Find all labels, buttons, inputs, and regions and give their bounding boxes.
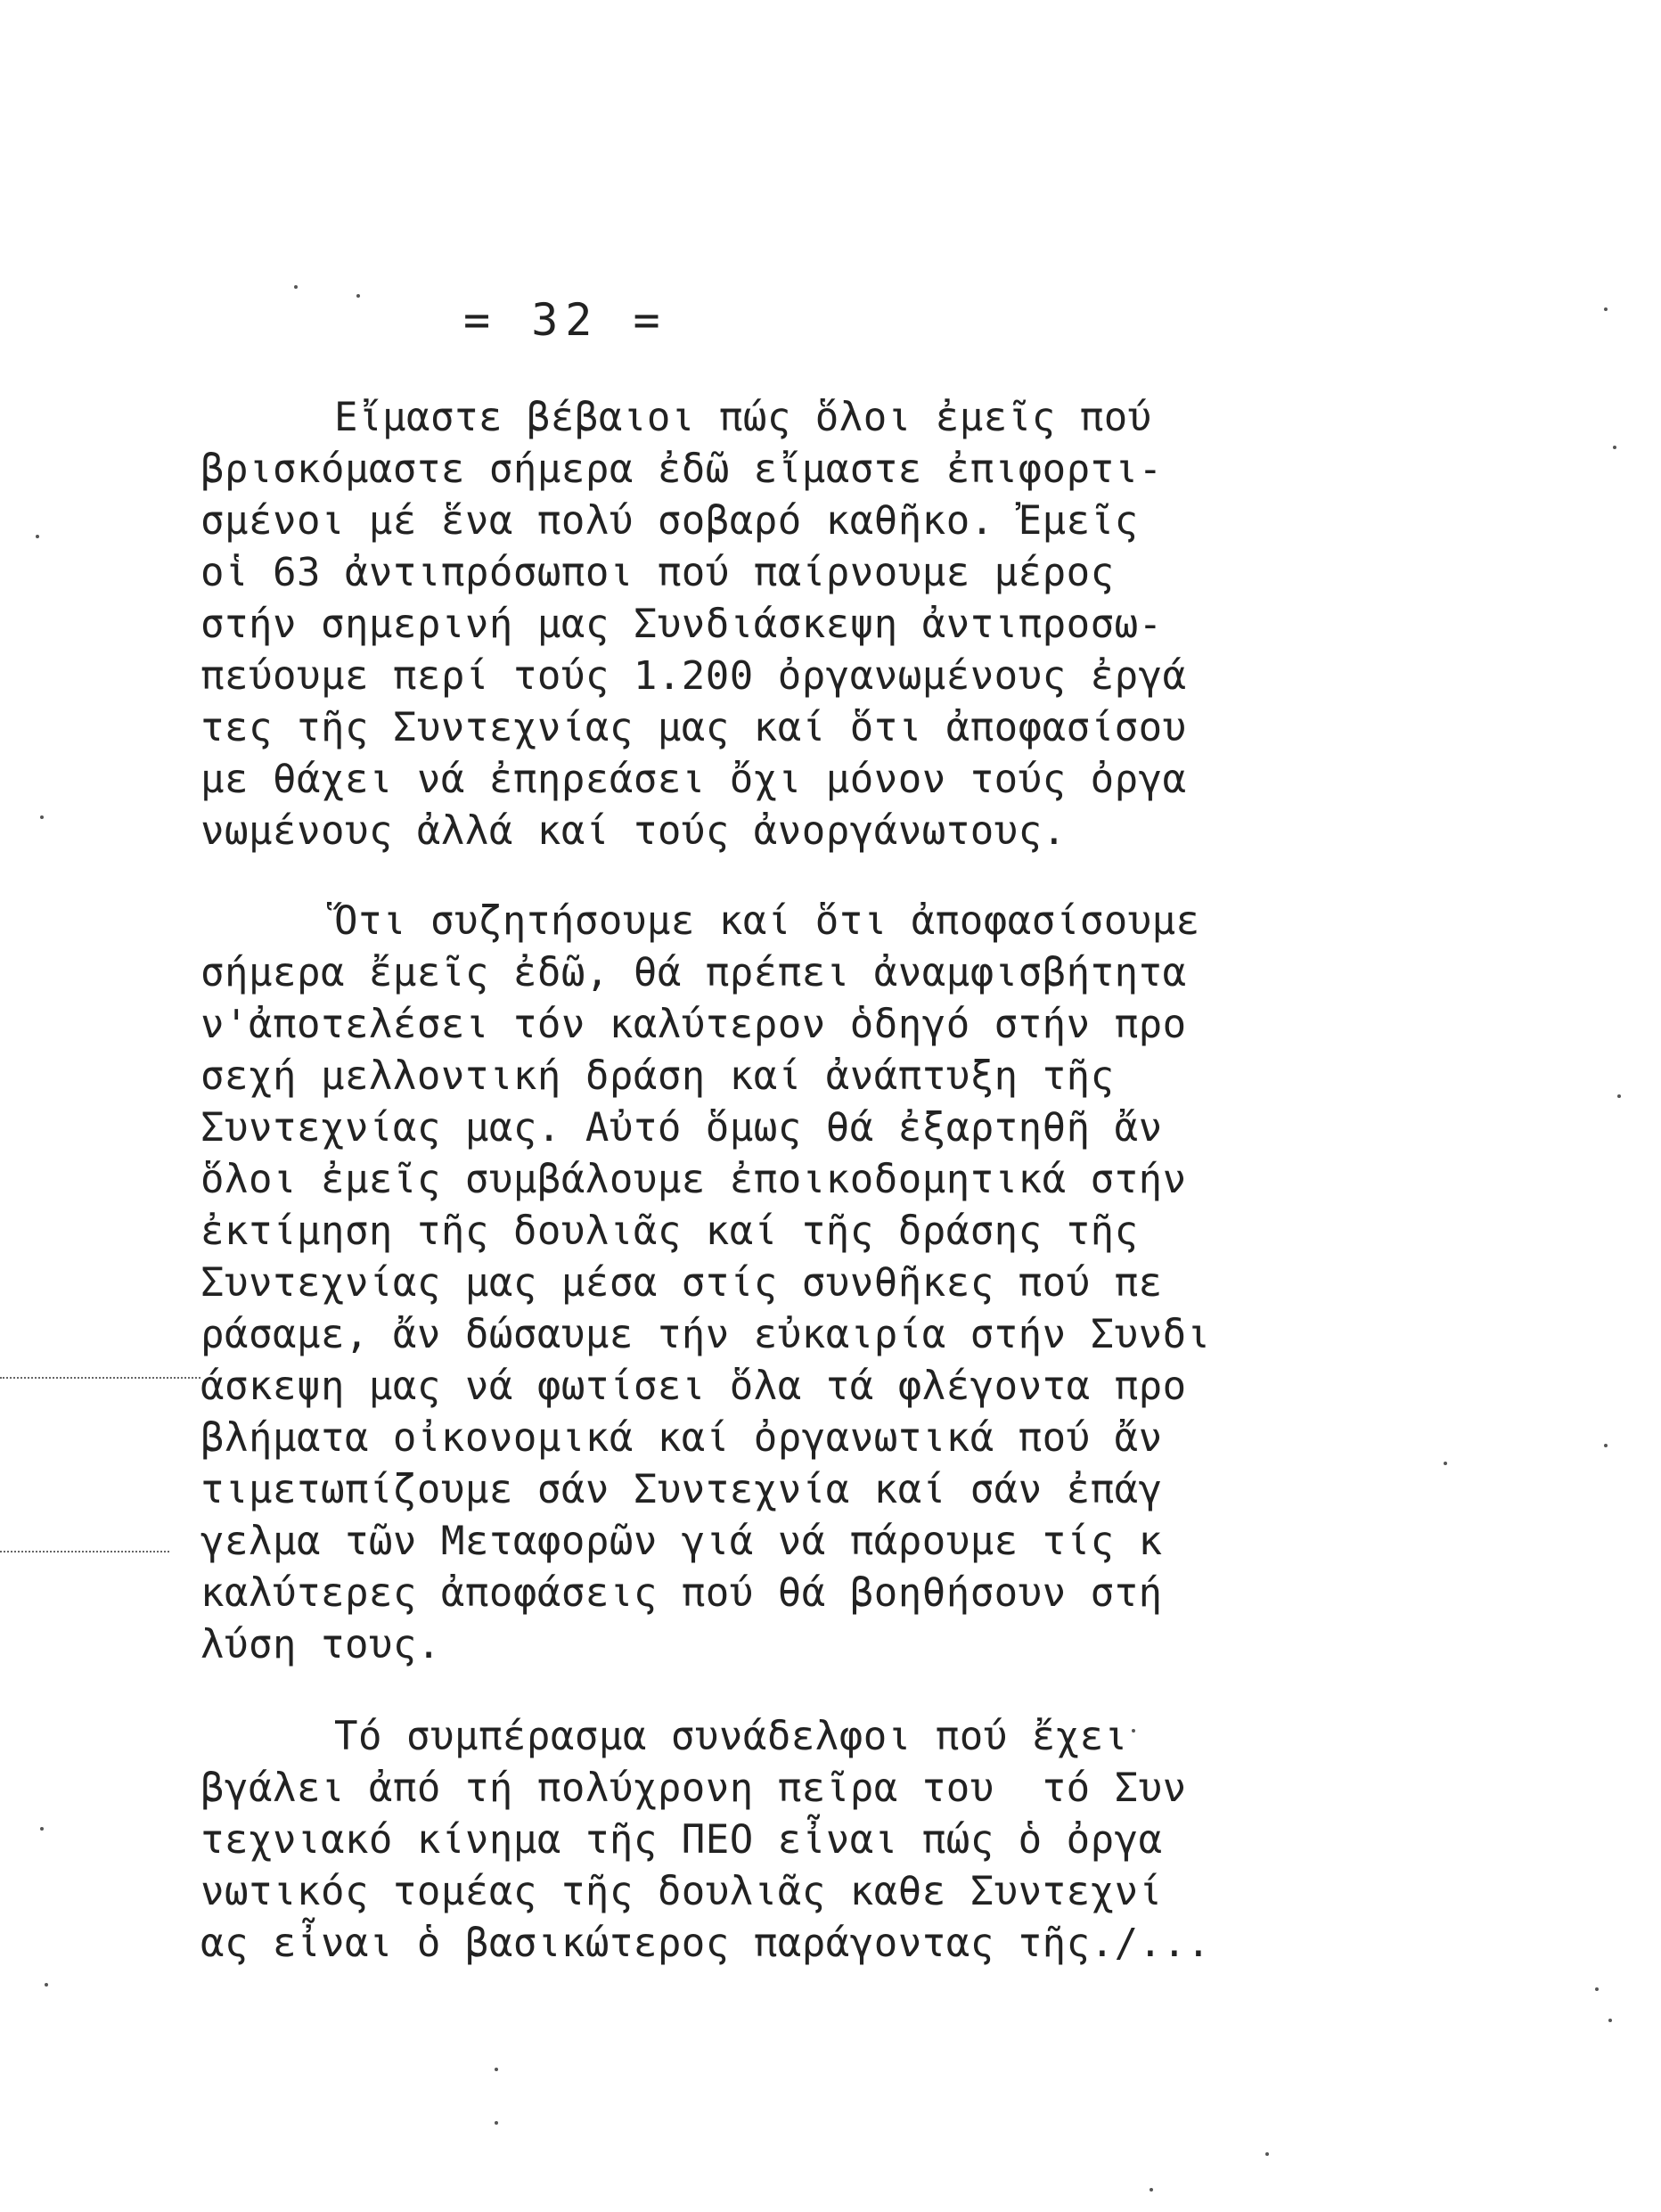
scan-speck [1150,2188,1153,2192]
scan-speck [1265,2152,1269,2156]
text-line: ὅλοι ἐμεῖς συμβάλουμε ἐποικοδομητικά στήν [200,1157,1187,1202]
text-line: οἱ 63 ἀντιπρόσωποι πού παίρνουμε μέρος [200,550,1115,595]
text-line: ν'ἀποτελέσει τόν καλύτερον ὁδηγό στήν προ [200,1002,1187,1047]
scan-mark [0,1551,169,1552]
text-line: τιμετωπίζουμε σάν Συντεχνία καί σάν ἐπάγ [200,1467,1163,1512]
text-line: νωμένους ἀλλά καί τούς ἀνοργάνωτους. [200,808,1067,854]
text-line: ἐκτίμηση τῆς δουλιᾶς καί τῆς δράσης τῆς [200,1208,1139,1254]
text-line: σήμερα ἔμεῖς ἐδῶ, θά πρέπει ἀναμφισβήτητα [200,950,1187,995]
text-line: Τό συμπέρασμα συνάδελφοι πού ἔχει [334,1714,1128,1759]
text-line: βγάλει ἀπό τή πολύχρονη πεῖρα του τό Συν [200,1766,1187,1811]
text-line: ράσαμε, ἄν δώσαυμε τήν εὐκαιρία στήν Συνδι [200,1312,1211,1357]
scan-speck [1608,2019,1612,2022]
paragraph-3 [200,1711,1350,1970]
scan-speck [495,2068,498,2071]
text-line: τεχνιακό κίνημα τῆς ΠΕΟ εἶναι πώς ὁ ὀργα [200,1817,1163,1863]
page-number: = 32 = [463,294,667,346]
scan-speck [1595,1987,1599,1991]
scan-speck [1617,1094,1621,1098]
paragraph-1 [200,392,1350,857]
paragraph-2 [200,896,1350,1671]
text-line: στήν σημερινή μας Συνδιάσκεψη ἀντιπροσω- [200,602,1163,647]
scan-speck [45,1983,48,1987]
scan-speck [356,294,360,298]
text-line: Συντεχνίας μας μέσα στίς συνθῆκες πού πε [200,1260,1163,1306]
text-line: Ὅτι συζητήσουμε καί ὅτι ἀποφασίσουμε [334,898,1200,944]
scan-speck [1613,446,1616,449]
text-line: νωτικός τομέας τῆς δουλιᾶς καθε Συντεχνί [200,1869,1163,1914]
text-line: Εἴμαστε βέβαιοι πώς ὅλοι ἐμεῖς πού [334,395,1152,440]
text-line: βλήματα οἰκονομικά καί ὀργανωτικά πού ἄν [200,1415,1163,1461]
text-line: άσκεψη μας νά φωτίσει ὅλα τά φλέγοντα προ [200,1364,1187,1409]
scan-speck [36,535,39,538]
scan-speck [1444,1462,1447,1465]
scan-mark [0,1377,200,1379]
text-line: σεχή μελλοντική δράση καί ἀνάπτυξη τῆς [200,1053,1115,1099]
text-line: πεύουμε περί τούς 1.200 ὀργανωμένους ἐργά [200,653,1187,699]
text-line: ας εἶναι ὁ βασικώτερος παράγοντας τῆς./... [200,1921,1211,1966]
text-line: με θάχει νά ἐπηρεάσει ὄχι μόνον τούς ὀργα [200,757,1187,802]
text-line: γελμα τῶν Μεταφορῶν γιά νά πάρουμε τίς κ [200,1519,1163,1564]
text-line: Συντεχνίας μας. Αὐτό ὅμως θά ἐξαρτηθῆ ἄν [200,1105,1163,1151]
scan-speck [1604,1444,1608,1447]
text-line: λύση τους. [200,1622,441,1667]
scan-speck [294,285,298,289]
scan-speck [40,1827,44,1831]
text-line: καλύτερες ἀποφάσεις πού θά βοηθήσουν στή [200,1570,1163,1616]
text-line: σμένοι μέ ἕνα πολύ σοβαρό καθῆκο. Ἐμεῖς [200,498,1139,544]
scan-speck [1604,307,1608,311]
scan-speck [495,2121,498,2125]
text-line: τες τῆς Συντεχνίας μας καί ὅτι ἀποφασίσου [200,705,1187,750]
scan-speck [40,815,44,819]
scan-speck [1132,1729,1135,1733]
text-line: βρισκόμαστε σήμερα ἐδῶ εἴμαστε ἐπιφορτι- [200,446,1163,492]
